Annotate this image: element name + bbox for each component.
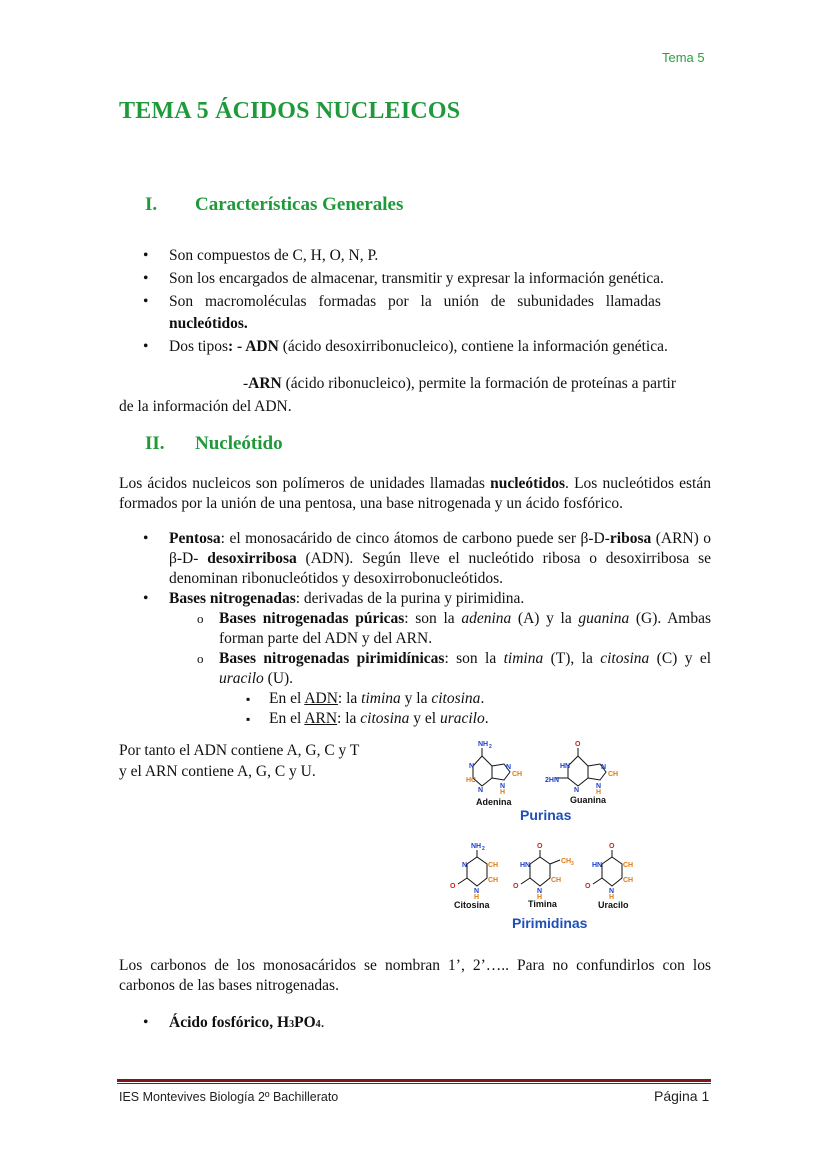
acido-dot: . bbox=[320, 1014, 325, 1031]
list-item-bold: nucleótidos. bbox=[169, 315, 248, 332]
pentosa-t1: : el monosacárido de cinco átomos de carbono puede ser β-D- bbox=[220, 530, 610, 547]
section-2-title: Nucleótido bbox=[195, 433, 283, 454]
purine-bonds bbox=[473, 748, 606, 786]
arn-end: . bbox=[484, 710, 489, 727]
timina-italic: timina bbox=[503, 650, 544, 667]
dos-tipos-colon: : - bbox=[228, 338, 246, 355]
arn-label: ARN bbox=[248, 375, 282, 392]
uracilo-label: Uracilo bbox=[598, 900, 629, 910]
pirim-t3: (C) y el bbox=[649, 650, 712, 667]
list-item-pentosa bbox=[119, 529, 711, 589]
atom-hn: HN bbox=[560, 763, 571, 770]
atom-ch: CH bbox=[488, 862, 499, 869]
dos-tipos-lead: Dos tipos bbox=[169, 338, 228, 355]
atom-o: O bbox=[575, 741, 581, 748]
arn-mid: : la bbox=[337, 710, 361, 727]
atom-n: N bbox=[474, 888, 480, 895]
atom-ch3-sub: 3 bbox=[571, 861, 574, 867]
pentosa-t3: (ADN). Según lleve el nucleótido ribosa o desoxirribosa se denominan ribonucleótidos y desoxirrobonucleótidos. bbox=[169, 550, 711, 587]
intro-b: . Los nucleótidos están formados por la unión de una pentosa, una base nitrogenada y un ácido fosfórico. bbox=[119, 475, 711, 512]
section-2-list bbox=[119, 529, 711, 729]
atom-o: O bbox=[450, 883, 456, 890]
acido-list bbox=[119, 1012, 711, 1036]
list-item: • Son compuestos de C, H, O, N, P. bbox=[119, 245, 711, 267]
atom-ch: CH bbox=[623, 877, 634, 884]
adn-pre: En el bbox=[269, 690, 305, 707]
footer-rule bbox=[117, 1079, 711, 1082]
subsub-item-adn bbox=[119, 689, 711, 709]
atom-n: N bbox=[478, 787, 484, 794]
arn-pre: En el bbox=[269, 710, 305, 727]
atom-ch: CH bbox=[512, 771, 523, 778]
atom-n: N bbox=[506, 764, 512, 771]
atom-hn: HN bbox=[520, 862, 531, 869]
intro-paragraph bbox=[119, 474, 711, 514]
list-item: • Son los encargados de almacenar, transmitir y expresar la información genética. bbox=[119, 268, 711, 290]
adn-end: . bbox=[480, 690, 485, 707]
atom-h2n: 2HN bbox=[545, 777, 560, 784]
atom-n: N bbox=[574, 787, 580, 794]
pirim-t2: (T), la bbox=[543, 650, 601, 667]
page-title: TEMA 5 ÁCIDOS NUCLEICOS bbox=[119, 98, 461, 124]
puricas-t2: (A) y la bbox=[511, 610, 579, 627]
list-item-text: • Son macromoléculas formadas por la unión de subunidades llamadas bbox=[169, 293, 661, 310]
atom-n: N bbox=[462, 862, 468, 869]
list-item bbox=[119, 291, 711, 335]
amino-sub: 2 bbox=[482, 846, 485, 852]
atom-h: H bbox=[537, 894, 543, 901]
adn-underlined: ADN bbox=[304, 690, 338, 707]
atom-h: H bbox=[596, 789, 602, 796]
subsub-item-arn bbox=[119, 709, 711, 729]
section-1-list bbox=[119, 245, 711, 358]
puricas-t3: (G). Ambas forman parte del ADN y del ARN. bbox=[219, 610, 711, 647]
atom-o: O bbox=[585, 883, 591, 890]
arn-i2: uracilo bbox=[439, 710, 485, 727]
desox-label: desoxirribosa bbox=[207, 550, 297, 567]
section-1-title: Características Generales bbox=[195, 194, 404, 215]
acido-sub4: 4 bbox=[315, 1019, 321, 1030]
atom-n: N bbox=[469, 763, 475, 770]
section-2-heading bbox=[145, 433, 283, 455]
acido-sub3: 3 bbox=[289, 1019, 295, 1030]
section-2-number: II. bbox=[145, 433, 165, 454]
footer-rule-thin bbox=[117, 1083, 711, 1084]
section-1-number: I. bbox=[145, 194, 158, 215]
sub-item-puricas bbox=[119, 609, 711, 649]
atom-n: N bbox=[500, 783, 506, 790]
adenina-italic: adenina bbox=[461, 610, 512, 627]
arn-and: y el bbox=[409, 710, 440, 727]
section-1-heading bbox=[145, 194, 403, 216]
uracilo-italic: uracilo bbox=[219, 670, 264, 687]
atom-hc: HC bbox=[466, 777, 477, 784]
sub-item-pirimidinicas bbox=[119, 649, 711, 689]
list-item-dos-tipos bbox=[119, 336, 711, 358]
list-item-bases bbox=[119, 589, 711, 609]
adenina-label: Adenina bbox=[476, 797, 512, 807]
atom-n: N bbox=[609, 888, 615, 895]
atom-o: O bbox=[537, 843, 543, 850]
atom-h: H bbox=[609, 894, 615, 901]
arn-i1: citosina bbox=[360, 710, 410, 727]
atom-n: N bbox=[601, 764, 607, 771]
amino-sub: 2 bbox=[489, 744, 492, 750]
atom-h: H bbox=[474, 894, 480, 901]
puricas-label: Bases nitrogenadas púricas bbox=[219, 610, 405, 627]
bases-figure bbox=[440, 736, 640, 936]
atom-n: N bbox=[537, 888, 543, 895]
atom-ch3: CH bbox=[561, 858, 572, 865]
adn-mid: : la bbox=[337, 690, 362, 707]
atom-h: H bbox=[500, 789, 506, 796]
bases-label: Bases nitrogenadas bbox=[169, 590, 296, 607]
bases-text: : derivadas de la purina y pirimidina. bbox=[295, 590, 525, 607]
amino-label: NH bbox=[471, 843, 482, 850]
intro-a: Los ácidos nucleicos son polímeros de unidades llamadas bbox=[119, 475, 491, 492]
adn-i1: timina bbox=[361, 690, 401, 707]
pirim-t4: (U). bbox=[263, 670, 294, 687]
carbonos-paragraph: Los carbonos de los monosacáridos se nombran 1’, 2’….. Para no confundirlos con los carbonos de las bases nitrogenadas. bbox=[119, 957, 711, 994]
pirim-t1: : son la bbox=[444, 650, 504, 667]
acido-po: PO bbox=[294, 1014, 316, 1031]
header-tag: Tema 5 bbox=[662, 50, 705, 65]
footer-page-number: Página 1 bbox=[654, 1088, 710, 1104]
citosina-italic: citosina bbox=[600, 650, 650, 667]
adn-label: ADN bbox=[245, 338, 279, 355]
por-tanto-2: y el ARN contiene A, G, C y U. bbox=[119, 763, 316, 780]
acido-label: Ácido fosfórico, H bbox=[169, 1014, 290, 1031]
arn-underlined: ARN bbox=[304, 710, 338, 727]
timina-label: Timina bbox=[528, 899, 557, 909]
guanina-italic: guanina bbox=[578, 610, 630, 627]
atom-o: O bbox=[513, 883, 519, 890]
citosina-label: Citosina bbox=[454, 900, 490, 910]
amino-label: NH bbox=[478, 741, 489, 748]
atom-n: N bbox=[596, 783, 602, 790]
pentosa-t2: (ARN) o β-D- bbox=[169, 530, 711, 567]
ribosa-label: ribosa bbox=[609, 530, 652, 547]
atom-o: O bbox=[609, 843, 615, 850]
puricas-t1: : son la bbox=[404, 610, 462, 627]
arn-desc: (ácido ribonucleico), permite la formación de proteínas a partir bbox=[281, 375, 676, 392]
atom-ch: CH bbox=[551, 877, 562, 884]
intro-bold: nucleótidos bbox=[490, 475, 566, 492]
atom-ch: CH bbox=[623, 862, 634, 869]
atom-ch: CH bbox=[488, 877, 499, 884]
atom-hn: HN bbox=[592, 862, 603, 869]
atom-ch: CH bbox=[608, 771, 619, 778]
pirimidinicas-label: Bases nitrogenadas pirimidínicas bbox=[219, 650, 445, 667]
arn-line-cont: de la información del ADN. bbox=[119, 398, 292, 415]
pentosa-label: Pentosa bbox=[169, 530, 221, 547]
guanina-label: Guanina bbox=[570, 795, 607, 805]
por-tanto-1: Por tanto el ADN contiene A, G, C y T bbox=[119, 742, 360, 759]
adn-desc: (ácido desoxirribonucleico), contiene la información genética. bbox=[278, 338, 668, 355]
adn-and: y la bbox=[400, 690, 432, 707]
arn-line bbox=[243, 374, 676, 394]
purinas-title: Purinas bbox=[520, 807, 572, 823]
arn-dash: - bbox=[243, 375, 249, 392]
footer-school: IES Montevives Biología 2º Bachillerato bbox=[119, 1090, 339, 1104]
list-item-acido bbox=[119, 1012, 711, 1036]
adn-i2: citosina bbox=[431, 690, 481, 707]
pirimidinas-title: Pirimidinas bbox=[512, 915, 588, 931]
